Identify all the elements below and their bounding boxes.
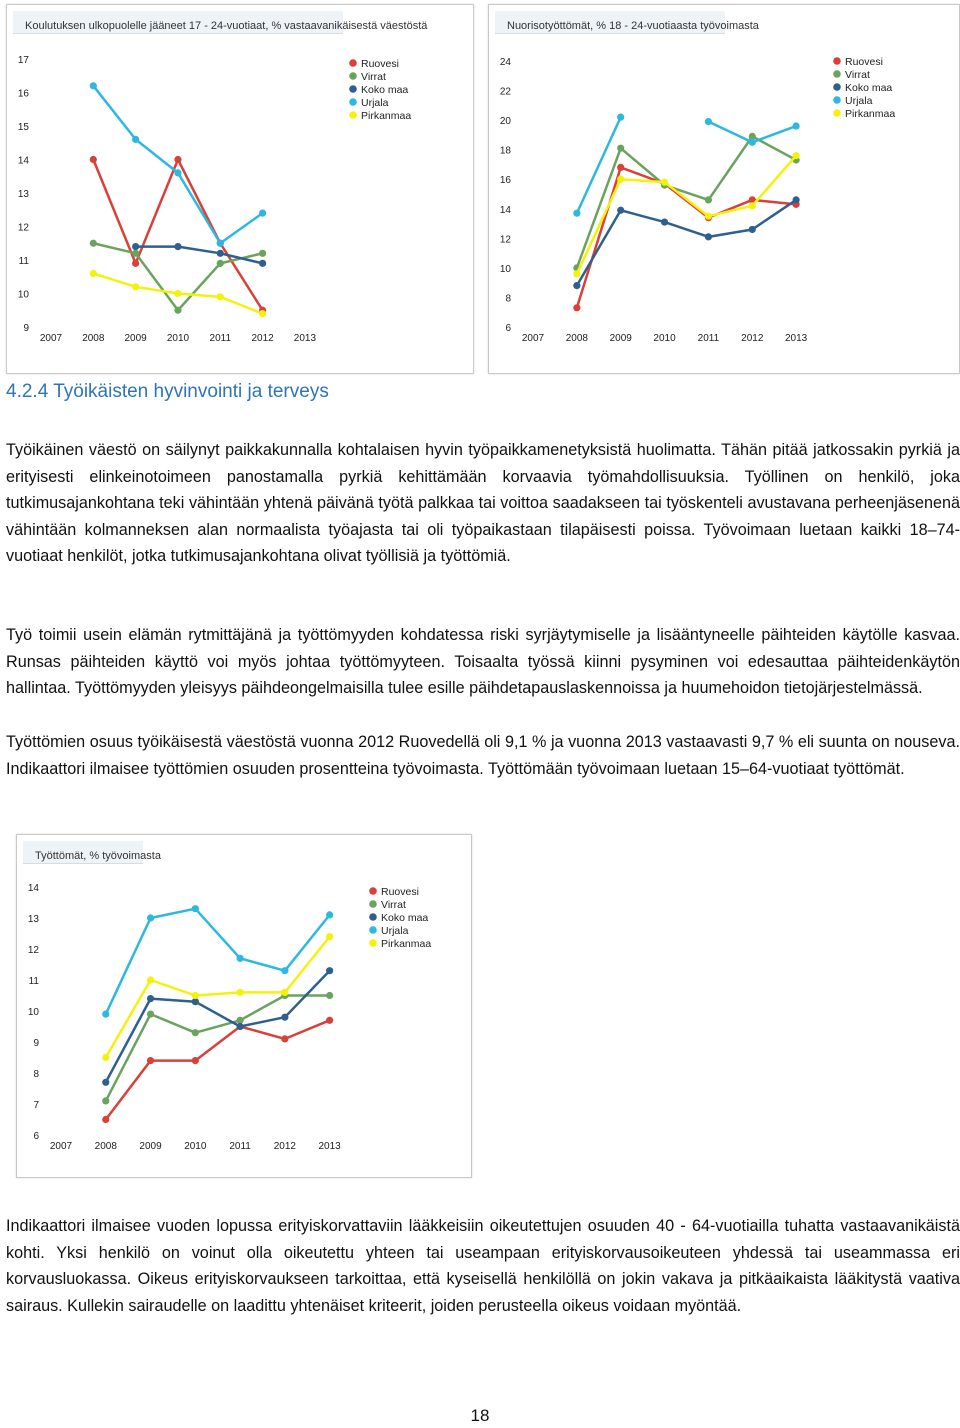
series-line	[93, 160, 262, 311]
legend-label: Ruovesi	[361, 58, 399, 70]
x-tick-label: 2009	[124, 333, 147, 344]
data-point	[90, 270, 97, 277]
data-point	[102, 1079, 109, 1086]
chart-title: Koulutuksen ulkopuolelle jääneet 17 - 24-vuotiaat, % vastaavanikäisestä väestöstä	[25, 20, 428, 32]
y-tick-label: 8	[33, 1069, 39, 1080]
y-tick-label: 12	[27, 945, 39, 956]
data-point	[749, 202, 756, 209]
data-point	[259, 210, 266, 217]
y-tick-label: 12	[17, 222, 29, 234]
legend-marker	[369, 913, 377, 921]
legend-marker	[833, 83, 841, 91]
data-point	[102, 1054, 109, 1061]
legend-marker	[369, 900, 377, 908]
data-point	[174, 156, 181, 163]
x-tick-label: 2012	[741, 333, 764, 344]
data-point	[326, 933, 333, 940]
legend-label: Urjala	[845, 95, 873, 107]
legend-label: Koko maa	[381, 912, 429, 924]
x-tick-label: 2012	[273, 1141, 296, 1152]
y-tick-label: 8	[505, 293, 511, 305]
y-tick-label: 7	[33, 1100, 39, 1111]
legend-label: Urjala	[361, 97, 389, 109]
page-number: 18	[470, 1406, 490, 1425]
chart-education-dropouts	[7, 5, 473, 373]
y-tick-label: 11	[18, 256, 29, 267]
y-tick-label: 10	[499, 263, 511, 275]
data-point	[259, 250, 266, 257]
data-point	[705, 213, 712, 220]
x-tick-label: 2013	[784, 333, 808, 344]
data-point	[793, 196, 800, 203]
y-tick-label: 10	[27, 1007, 39, 1018]
series-line	[577, 200, 796, 286]
y-tick-label: 6	[33, 1131, 39, 1142]
data-point	[147, 914, 154, 921]
legend-marker	[369, 887, 377, 895]
legend-label: Pirkanmaa	[845, 108, 896, 120]
data-point	[281, 1014, 288, 1021]
y-tick-label: 14	[27, 883, 39, 894]
data-point	[236, 1023, 243, 1030]
chart-title: Nuorisotyöttömät, % 18 - 24-vuotiaasta työvoimasta	[507, 20, 759, 32]
data-point	[573, 270, 580, 277]
legend-marker	[833, 70, 841, 78]
data-point	[192, 1029, 199, 1036]
y-tick-label: 9	[33, 1038, 39, 1049]
data-point	[236, 1017, 243, 1024]
chart-unemployment	[17, 835, 471, 1177]
x-tick-label: 2007	[521, 333, 545, 344]
data-point	[132, 283, 139, 290]
series-line	[136, 247, 263, 264]
y-tick-label: 6	[505, 323, 511, 334]
chart-panel-unemployment	[16, 834, 472, 1178]
data-point	[174, 169, 181, 176]
x-tick-label: 2010	[184, 1141, 207, 1152]
legend-marker	[833, 96, 841, 104]
paragraph-1: Työikäinen väestö on säilynyt paikkakunnalla kohtalaisen hyvin työpaikkamenetyksistä huolimatta. Tähän pitää jatkossakin pyrkiä ja erityisesti elinkeinotoimeen panostamalla pyrkiä kehittämään korvaavia työmahdollisuuksia. Työllinen on henkilö, joka tutkimusajankohtana teki vähintään yhtenä päivänä työtä palkkaa tai voittoa saadakseen tai työskenteli avustavana perheenjäsenenä vähintään kolmanneksen alan normaalista työajasta tai oli työpaikastaan tilapäisesti poissa. Työvoimaan luetaan kaikki 18–74-vuotiaat henkilöt, jotka tutkimusajankohtana olivat työllisiä ja työttömiä.	[6, 441, 960, 566]
legend-label: Virrat	[845, 69, 870, 81]
data-point	[326, 992, 333, 999]
data-point	[217, 250, 224, 257]
data-point	[705, 118, 712, 125]
data-point	[617, 145, 624, 152]
x-tick-label: 2011	[209, 333, 232, 344]
data-point	[617, 207, 624, 214]
legend-label: Pirkanmaa	[381, 938, 432, 950]
data-point	[617, 114, 624, 121]
y-tick-label: 12	[499, 234, 511, 246]
x-tick-label: 2011	[229, 1141, 251, 1152]
data-point	[573, 282, 580, 289]
x-tick-label: 2007	[49, 1141, 73, 1152]
x-tick-label: 2010	[166, 333, 190, 344]
legend-marker	[349, 59, 357, 67]
legend-marker	[349, 98, 357, 106]
x-tick-label: 2008	[94, 1141, 117, 1152]
series-line	[577, 167, 796, 307]
legend-label: Koko maa	[845, 82, 893, 94]
x-tick-label: 2009	[609, 333, 632, 344]
data-point	[192, 1057, 199, 1064]
data-point	[217, 293, 224, 300]
data-point	[281, 967, 288, 974]
legend-label: Virrat	[381, 899, 406, 911]
series-line	[577, 156, 796, 274]
legend-label: Koko maa	[361, 84, 409, 96]
data-point	[617, 164, 624, 171]
y-tick-label: 9	[23, 323, 29, 334]
chart-panel-youth-unemployment	[488, 4, 960, 374]
data-point	[793, 122, 800, 129]
x-tick-label: 2008	[82, 333, 105, 344]
paragraph-2: Työ toimii usein elämän rytmittäjänä ja työttömyyden kohdatessa riski syrjäytymiselle ja lisääntyneelle päihteiden käytölle kasvaa. Runsas päihteiden käyttö voi myös johtaa työttömyyteen. Toisaalta työssä kiinni pysyminen voi edesauttaa päihteidenkäytön hallintaa. Työttömyyden yleisyys päihdeongelmaisilla tulee esille päihdetapauslaskennoissa ja huumehoidon tietojärjestelmässä.	[6, 626, 960, 698]
series-line	[93, 243, 262, 310]
data-point	[281, 1035, 288, 1042]
legend-label: Pirkanmaa	[361, 110, 412, 122]
y-tick-label: 20	[499, 116, 511, 128]
data-point	[192, 998, 199, 1005]
data-point	[705, 233, 712, 240]
data-point	[705, 196, 712, 203]
data-point	[573, 304, 580, 311]
y-tick-label: 17	[17, 55, 29, 66]
data-point	[102, 1011, 109, 1018]
data-point	[236, 989, 243, 996]
data-point	[192, 992, 199, 999]
data-point	[259, 260, 266, 267]
data-point	[617, 176, 624, 183]
x-tick-label: 2013	[293, 333, 317, 344]
legend-label: Virrat	[361, 71, 386, 83]
x-tick-label: 2008	[565, 333, 588, 344]
legend-label: Ruovesi	[381, 886, 419, 898]
data-point	[749, 139, 756, 146]
data-point	[281, 989, 288, 996]
x-tick-label: 2011	[697, 333, 720, 344]
data-point	[90, 240, 97, 247]
legend-label: Ruovesi	[845, 56, 883, 68]
y-tick-label: 13	[17, 189, 29, 200]
y-tick-label: 24	[499, 57, 511, 68]
data-point	[102, 1097, 109, 1104]
y-tick-label: 10	[17, 289, 29, 301]
data-point	[174, 290, 181, 297]
legend-marker	[349, 72, 357, 80]
legend-marker	[349, 111, 357, 119]
x-tick-label: 2009	[139, 1141, 162, 1152]
y-tick-label: 18	[499, 145, 511, 157]
chart-youth-unemployment	[489, 5, 959, 373]
data-point	[132, 136, 139, 143]
data-point	[132, 250, 139, 257]
x-tick-label: 2012	[251, 333, 274, 344]
data-point	[192, 905, 199, 912]
legend-marker	[833, 109, 841, 117]
x-tick-label: 2010	[653, 333, 676, 344]
data-point	[102, 1116, 109, 1123]
data-point	[147, 976, 154, 983]
data-point	[147, 1011, 154, 1018]
y-tick-label: 13	[27, 914, 39, 925]
data-point	[217, 260, 224, 267]
data-point	[749, 226, 756, 233]
data-point	[132, 243, 139, 250]
data-point	[90, 82, 97, 89]
data-point	[132, 260, 139, 267]
data-point	[661, 179, 668, 186]
data-point	[326, 911, 333, 918]
y-tick-label: 16	[17, 88, 29, 100]
y-tick-label: 15	[17, 122, 29, 133]
paragraph-3: Työttömien osuus työikäisestä väestöstä vuonna 2012 Ruovedellä oli 9,1 % ja vuonna 2013 vastaavasti 9,7 % eli suunta on nouseva. Indikaattori ilmaisee työttömien osuuden prosentteina työvoimasta. Työttömään työvoimaan luetaan 15–64-vuotiaat työttömät.	[6, 733, 960, 778]
data-point	[326, 1017, 333, 1024]
x-tick-label: 2007	[39, 333, 63, 344]
y-tick-label: 14	[17, 155, 29, 167]
data-point	[793, 152, 800, 159]
data-point	[147, 1057, 154, 1064]
data-point	[90, 156, 97, 163]
data-point	[259, 310, 266, 317]
data-point	[573, 210, 580, 217]
legend-marker	[833, 57, 841, 65]
section-heading: 4.2.4 Työikäisten hyvinvointi ja terveys	[6, 381, 329, 402]
y-tick-label: 22	[499, 86, 511, 98]
data-point	[174, 307, 181, 314]
legend-marker	[369, 926, 377, 934]
data-point	[661, 218, 668, 225]
chart-title: Työttömät, % työvoimasta	[35, 850, 161, 862]
paragraph-4: Indikaattori ilmaisee vuoden lopussa erityiskorvattaviin lääkkeisiin oikeutettujen osuuden 40 - 64-vuotiailla tuhatta vastaavanikäistä kohti. Yksi henkilö on voinut olla oikeutettu yhteen tai useampaan erityiskorvausoikeuteen yhdessä tai useammassa eri korvausluokassa. Oikeus erityiskorvaukseen tarkoittaa, että kyseisellä henkilöllä on jokin vakava ja pitkäaikaista lääkitystä vaativa sairaus. Kullekin sairaudelle on laadittu yhtenäiset kriteerit, joiden perusteella oikeus voidaan myöntää.	[6, 1217, 960, 1315]
x-tick-label: 2013	[318, 1141, 341, 1152]
series-line	[106, 996, 330, 1101]
data-point	[326, 967, 333, 974]
data-point	[147, 995, 154, 1002]
data-point	[236, 955, 243, 962]
data-point	[217, 240, 224, 247]
series-line	[106, 937, 330, 1058]
y-tick-label: 16	[499, 175, 511, 187]
y-tick-label: 14	[499, 204, 511, 216]
y-tick-label: 11	[28, 976, 39, 987]
legend-marker	[369, 939, 377, 947]
legend-label: Urjala	[381, 925, 409, 937]
chart-panel-education-dropouts	[6, 4, 474, 374]
data-point	[174, 243, 181, 250]
legend-marker	[349, 85, 357, 93]
